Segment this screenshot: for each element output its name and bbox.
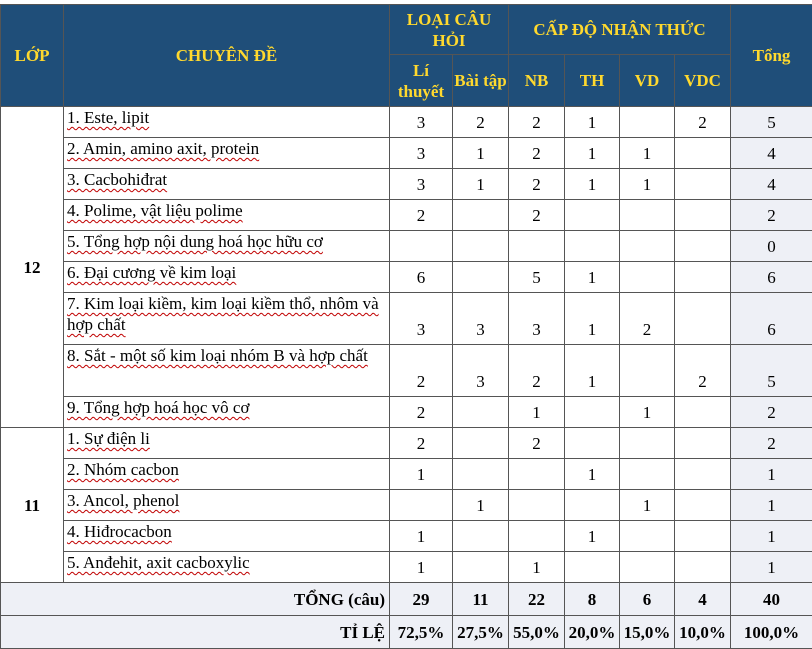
topic-cell (64, 490, 390, 521)
count-cell-bt: 3 (453, 293, 509, 345)
count-cell-vdc (675, 231, 731, 262)
count-cell-th (565, 200, 620, 231)
row-total-cell: 5 (731, 107, 812, 138)
count-cell-vd: 1 (620, 169, 675, 200)
table-row (1, 345, 812, 397)
footer-tong-vd: 6 (620, 583, 675, 616)
count-cell-lt: 3 (390, 107, 453, 138)
topic-cell (64, 293, 390, 345)
count-cell-vd (620, 262, 675, 293)
topic-cell (64, 459, 390, 490)
topic-label: 2. Nhóm cacbon (67, 460, 179, 479)
count-cell-vd: 1 (620, 138, 675, 169)
count-cell-vdc: 2 (675, 107, 731, 138)
table-row (1, 459, 812, 490)
footer-tile-label: TỈ LỆ (1, 616, 390, 649)
count-cell-nb: 1 (509, 552, 565, 583)
header-vdc: VDC (675, 55, 731, 107)
row-total-cell: 6 (731, 262, 812, 293)
count-cell-lt: 3 (390, 169, 453, 200)
count-cell-vdc (675, 552, 731, 583)
footer-tile-total: 100,0% (731, 616, 812, 649)
header-loai-cau-hoi: LOẠI CÂU HỎI (390, 5, 509, 55)
topic-label: 1. Este, lipit (67, 108, 149, 127)
footer-tile-th: 20,0% (565, 616, 620, 649)
topic-label: 9. Tổng hợp hoá học vô cơ (67, 398, 249, 417)
header-li-thuyet: Lí thuyết (390, 55, 453, 107)
count-cell-lt: 3 (390, 293, 453, 345)
count-cell-bt: 1 (453, 490, 509, 521)
footer-tile-vdc: 10,0% (675, 616, 731, 649)
count-cell-th: 1 (565, 293, 620, 345)
footer-tile-lt: 72,5% (390, 616, 453, 649)
footer-tile-nb: 55,0% (509, 616, 565, 649)
count-cell-vd (620, 231, 675, 262)
footer-tong-vdc: 4 (675, 583, 731, 616)
topic-label: 5. Anđehit, axit cacboxylic (67, 553, 250, 572)
count-cell-vdc (675, 521, 731, 552)
count-cell-nb: 5 (509, 262, 565, 293)
table-row (1, 138, 812, 169)
count-cell-lt: 3 (390, 138, 453, 169)
count-cell-th: 1 (565, 345, 620, 397)
topic-label: 7. Kim loại kiềm, kim loại kiềm thổ, nhôm và hợp chất (67, 294, 379, 334)
count-cell-bt (453, 428, 509, 459)
count-cell-vdc (675, 200, 731, 231)
count-cell-nb: 1 (509, 397, 565, 428)
topic-label: 6. Đại cương về kim loại (67, 263, 236, 282)
topic-cell (64, 231, 390, 262)
header-lop: LỚP (1, 5, 64, 107)
header-bai-tap: Bài tập (453, 55, 509, 107)
footer-tile-vd: 15,0% (620, 616, 675, 649)
count-cell-bt: 1 (453, 169, 509, 200)
row-total-cell: 6 (731, 293, 812, 345)
count-cell-nb: 2 (509, 107, 565, 138)
count-cell-nb: 2 (509, 200, 565, 231)
count-cell-nb: 2 (509, 138, 565, 169)
topic-cell (64, 397, 390, 428)
count-cell-bt: 2 (453, 107, 509, 138)
topic-label: 3. Cacbohiđrat (67, 170, 167, 189)
count-cell-vd (620, 345, 675, 397)
count-cell-th (565, 490, 620, 521)
row-total-cell: 1 (731, 490, 812, 521)
count-cell-vd (620, 459, 675, 490)
count-cell-th (565, 552, 620, 583)
header-nb: NB (509, 55, 565, 107)
count-cell-lt: 2 (390, 345, 453, 397)
topic-label: 4. Hiđrocacbon (67, 522, 172, 541)
row-total-cell: 4 (731, 138, 812, 169)
count-cell-vdc (675, 490, 731, 521)
count-cell-th: 1 (565, 138, 620, 169)
table-row (1, 552, 812, 583)
count-cell-lt: 2 (390, 397, 453, 428)
header-chuyen-de: CHUYÊN ĐỀ (64, 5, 390, 107)
count-cell-bt (453, 397, 509, 428)
count-cell-th: 1 (565, 521, 620, 552)
count-cell-nb: 2 (509, 428, 565, 459)
footer-tong-lt: 29 (390, 583, 453, 616)
footer-tong-nb: 22 (509, 583, 565, 616)
count-cell-nb (509, 459, 565, 490)
count-cell-vd (620, 521, 675, 552)
topic-cell (64, 262, 390, 293)
matrix-body (1, 107, 812, 583)
count-cell-th (565, 428, 620, 459)
exam-matrix-table (0, 4, 812, 649)
topic-cell (64, 521, 390, 552)
header-vd: VD (620, 55, 675, 107)
count-cell-th: 1 (565, 169, 620, 200)
count-cell-vd (620, 428, 675, 459)
grade-cell: 12 (1, 107, 64, 428)
table-row (1, 169, 812, 200)
count-cell-lt (390, 231, 453, 262)
count-cell-th (565, 231, 620, 262)
topic-label: 8. Sắt - một số kim loại nhóm B và hợp chất (67, 346, 368, 365)
count-cell-bt (453, 552, 509, 583)
count-cell-lt: 1 (390, 552, 453, 583)
header-th: TH (565, 55, 620, 107)
topic-cell (64, 345, 390, 397)
count-cell-vdc: 2 (675, 345, 731, 397)
count-cell-lt: 6 (390, 262, 453, 293)
count-cell-vd: 1 (620, 490, 675, 521)
count-cell-bt (453, 459, 509, 490)
footer-tong-total: 40 (731, 583, 812, 616)
count-cell-lt: 2 (390, 428, 453, 459)
footer-tong-th: 8 (565, 583, 620, 616)
topic-cell (64, 552, 390, 583)
table-row (1, 200, 812, 231)
row-total-cell: 2 (731, 428, 812, 459)
count-cell-nb (509, 231, 565, 262)
count-cell-nb: 3 (509, 293, 565, 345)
count-cell-vd (620, 552, 675, 583)
count-cell-vd (620, 200, 675, 231)
table-row (1, 521, 812, 552)
topic-label: 3. Ancol, phenol (67, 491, 179, 510)
count-cell-lt: 1 (390, 521, 453, 552)
row-total-cell: 2 (731, 200, 812, 231)
footer-tong-bt: 11 (453, 583, 509, 616)
table-row (1, 293, 812, 345)
count-cell-lt (390, 490, 453, 521)
topic-cell (64, 428, 390, 459)
count-cell-vdc (675, 293, 731, 345)
count-cell-th (565, 397, 620, 428)
count-cell-bt (453, 521, 509, 552)
count-cell-vd: 2 (620, 293, 675, 345)
topic-label: 2. Amin, amino axit, protein (67, 139, 259, 158)
count-cell-bt: 1 (453, 138, 509, 169)
count-cell-bt (453, 231, 509, 262)
count-cell-vd (620, 107, 675, 138)
count-cell-vdc (675, 459, 731, 490)
count-cell-lt: 1 (390, 459, 453, 490)
count-cell-th: 1 (565, 459, 620, 490)
row-total-cell: 1 (731, 521, 812, 552)
count-cell-lt: 2 (390, 200, 453, 231)
row-total-cell: 1 (731, 459, 812, 490)
count-cell-vdc (675, 262, 731, 293)
table-row (1, 231, 812, 262)
count-cell-vdc (675, 397, 731, 428)
count-cell-nb (509, 521, 565, 552)
row-total-cell: 4 (731, 169, 812, 200)
table-row (1, 490, 812, 521)
grade-cell: 11 (1, 428, 64, 583)
topic-cell (64, 169, 390, 200)
topic-cell (64, 200, 390, 231)
topic-cell (64, 107, 390, 138)
row-total-cell: 2 (731, 397, 812, 428)
topic-label: 5. Tổng hợp nội dung hoá học hữu cơ (67, 232, 323, 251)
count-cell-bt: 3 (453, 345, 509, 397)
table-row (1, 428, 812, 459)
table-row (1, 262, 812, 293)
count-cell-nb (509, 490, 565, 521)
count-cell-nb: 2 (509, 169, 565, 200)
count-cell-vd: 1 (620, 397, 675, 428)
row-total-cell: 5 (731, 345, 812, 397)
header-cap-do-nhan-thuc: CẤP ĐỘ NHẬN THỨC (509, 5, 731, 55)
row-total-cell: 1 (731, 552, 812, 583)
topic-cell (64, 138, 390, 169)
count-cell-nb: 2 (509, 345, 565, 397)
topic-label: 1. Sự điện li (67, 429, 150, 448)
table-row (1, 107, 812, 138)
count-cell-bt (453, 262, 509, 293)
count-cell-th: 1 (565, 107, 620, 138)
count-cell-vdc (675, 428, 731, 459)
header-tong: Tổng (731, 5, 812, 107)
count-cell-vdc (675, 169, 731, 200)
count-cell-bt (453, 200, 509, 231)
row-total-cell: 0 (731, 231, 812, 262)
count-cell-th: 1 (565, 262, 620, 293)
topic-label: 4. Polime, vật liệu polime (67, 201, 243, 220)
footer-tile-bt: 27,5% (453, 616, 509, 649)
footer-tong-label: TỔNG (câu) (1, 583, 390, 616)
table-row (1, 397, 812, 428)
count-cell-vdc (675, 138, 731, 169)
